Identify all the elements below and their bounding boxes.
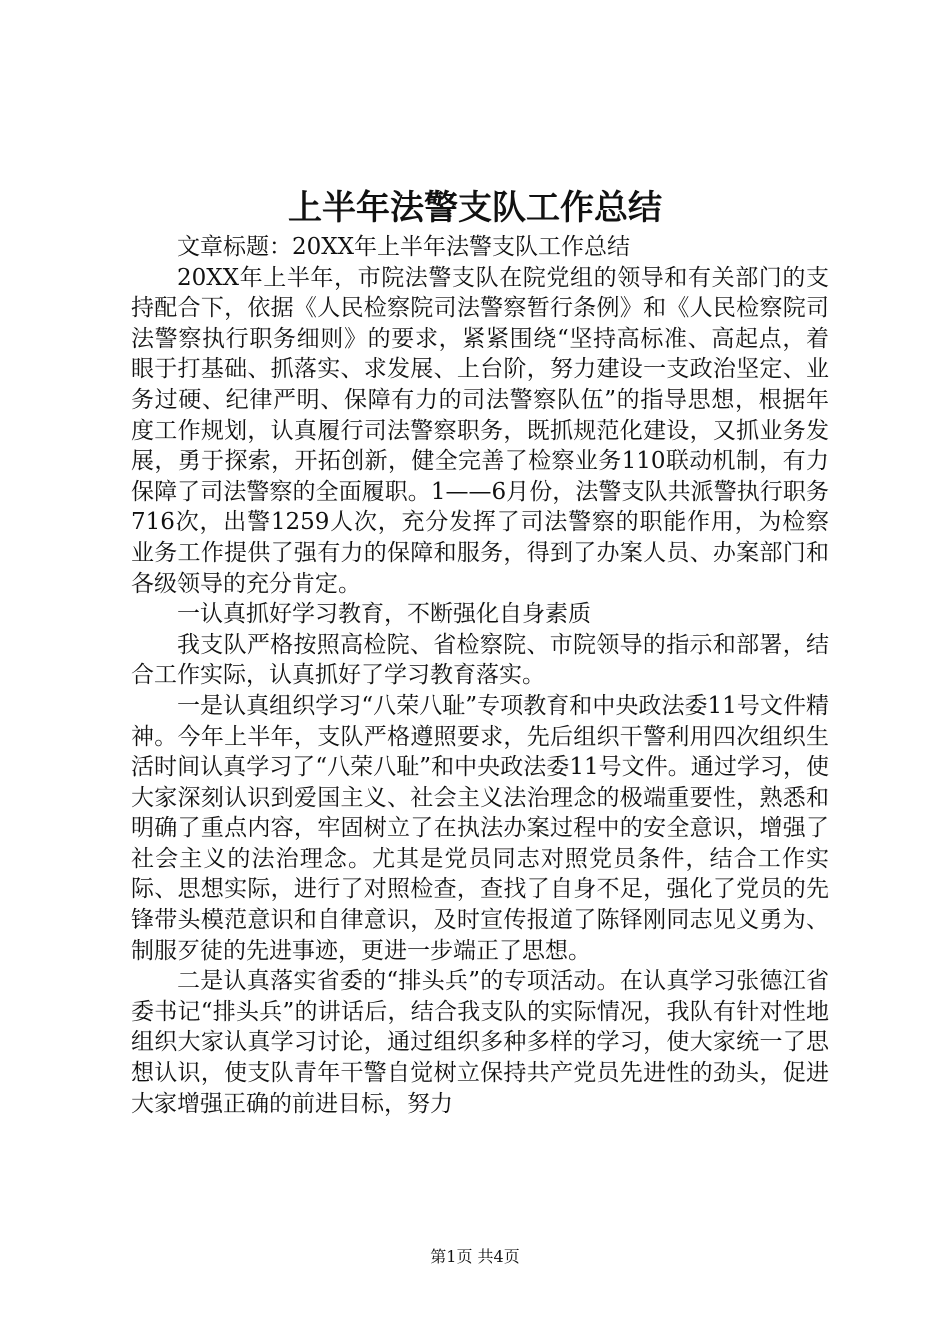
section-heading-1: 一认真抓好学习教育，不断强化自身素质 <box>177 601 591 628</box>
page-footer: 第1页 共4页 <box>430 1247 520 1266</box>
paragraph-point-1: 一是认真组织学习“八荣八耻”专项教育和中央政法委11号文件精神。今年上半年，支队严格遵照要求，先后组织干警利用四次组织生活时间认真学习了“八荣八耻”和中央政法委11号文件。通过学习，使大家深刻认识到爱国主义、社会主义法治理念的极端重要性，熟悉和明确了重点内容，牢固树立了在执法办案过程中的安全意识，增强了社会主义的法治理念。尤其是党员同志对照党员条件，结合工作实际、思想实际，进行了对照检查，查找了自身不足，强化了党员的先锋带头模范意识和自律意识，及时宣传报道了陈铎刚同志见义勇为、制服歹徒的先进事迹，更进一步端正了思想。 <box>131 692 829 964</box>
paragraph-section-1-intro: 我支队严格按照高检院、省检察院、市院领导的指示和部署，结合工作实际，认真抓好了学习教育落实。 <box>131 631 829 689</box>
paragraph-point-2: 二是认真落实省委的“排头兵”的专项活动。在认真学习张德江省委书记“排头兵”的讲话后，结合我支队的实际情况，我队有针对性地组织大家认真学习讨论，通过组织多种多样的学习，使大家统一了思想认识，使支队青年干警自觉树立保持共产党员先进性的劲头，促进大家增强正确的前进目标，努力 <box>131 968 829 1117</box>
document-body <box>131 232 829 1119</box>
paragraph-article-title: 文章标题：20XX年上半年法警支队工作总结 <box>177 234 631 260</box>
paragraph-intro: 20XX年上半年，市院法警支队在院党组的领导和有关部门的支持配合下，依据《人民检察院司法警察暂行条例》和《人民检察院司法警察执行职务细则》的要求，紧紧围绕“坚持高标准、高起点，着眼于打基础、抓落实、求发展、上台阶，努力建设一支政治坚定、业务过硬、纪律严明、保障有力的司法警察队伍”的指导思想，根据年度工作规划，认真履行司法警察职务，既抓规范化建设，又抓业务发展，勇于探索，开拓创新，健全完善了检察业务110联动机制，有力保障了司法警察的全面履职。1——6月份，法警支队共派警执行职务716次，出警1259人次，充分发挥了司法警察的职能作用，为检察业务工作提供了强有力的保障和服务，得到了办案人员、办案部门和各级领导的充分肯定。 <box>131 264 829 597</box>
document-title: 上半年法警支队工作总结 <box>288 188 662 228</box>
